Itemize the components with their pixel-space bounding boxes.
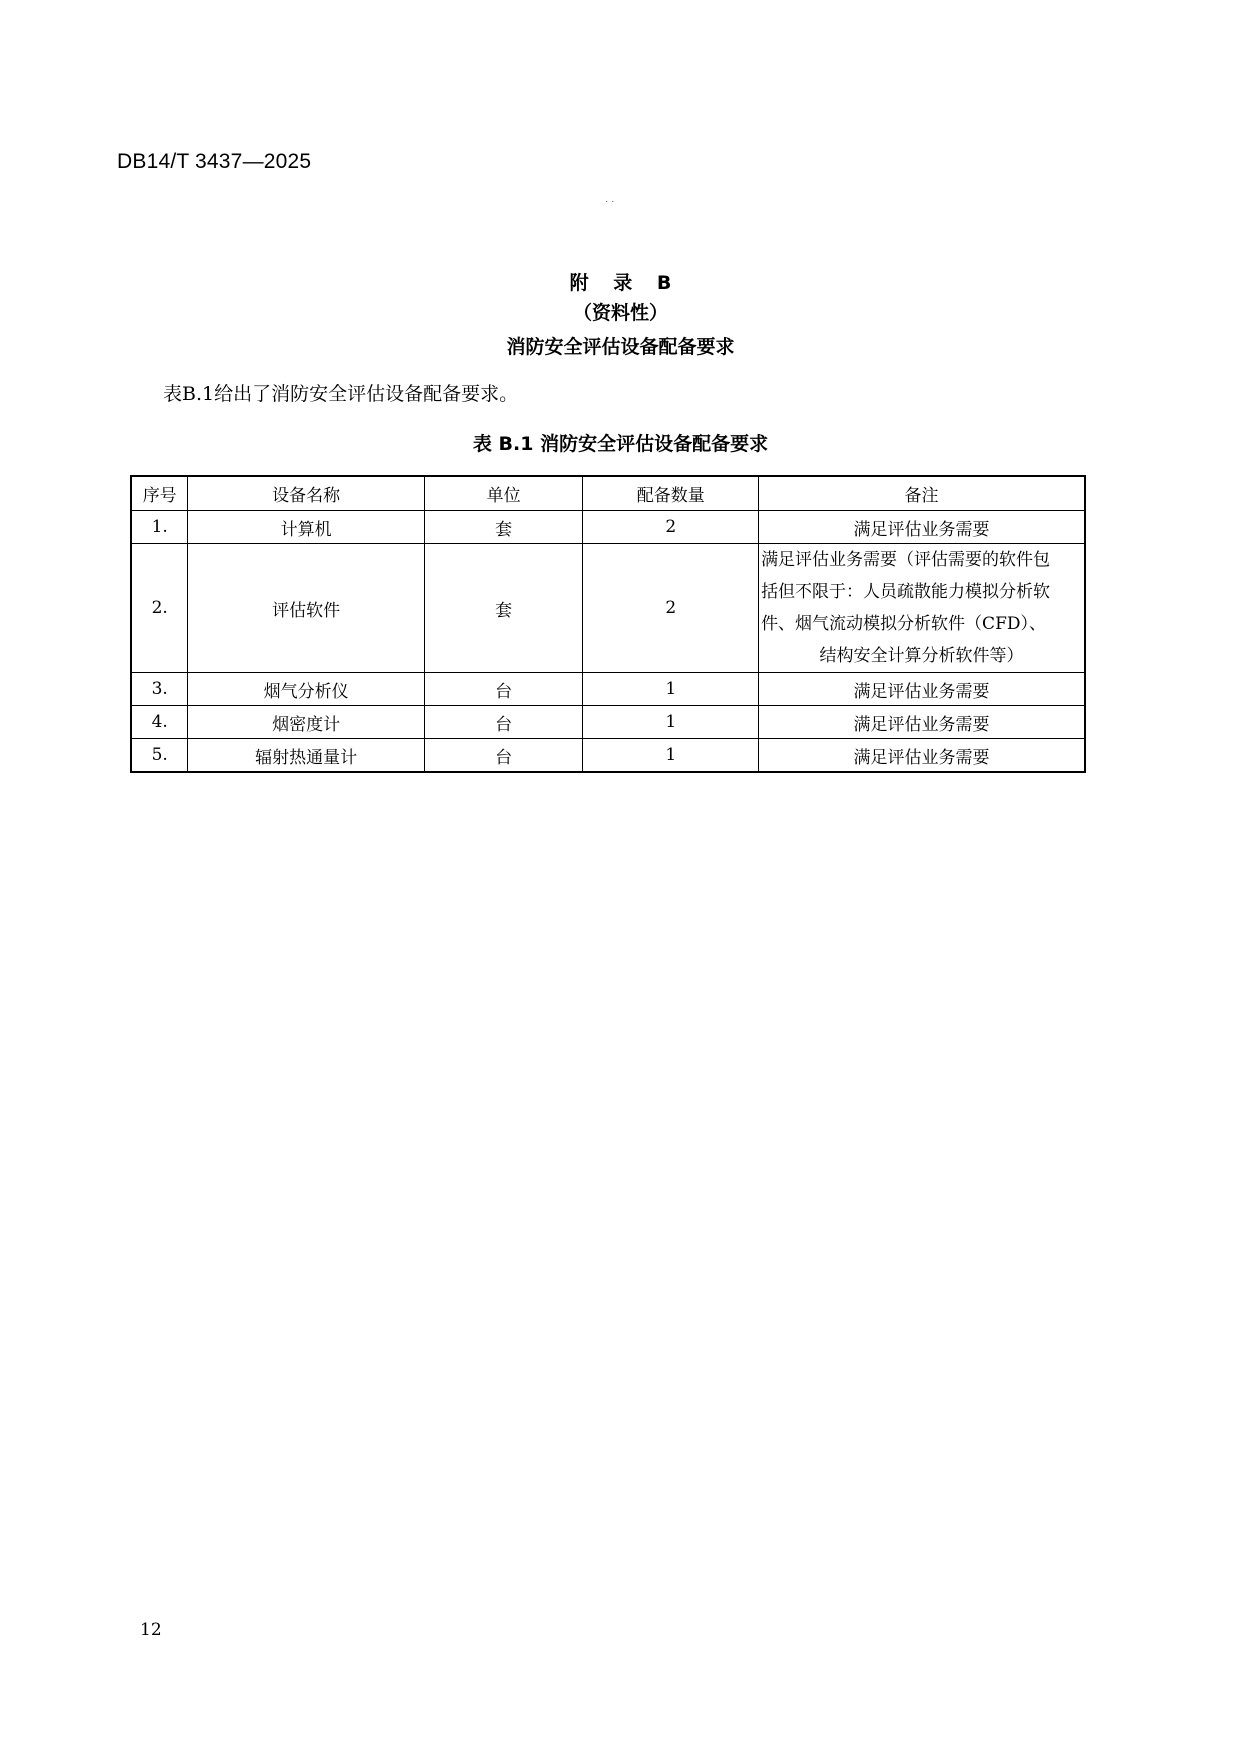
table-row (131, 706, 1085, 739)
note-line: 满足评估业务需要（评估需要的软件包 (761, 550, 1051, 570)
appendix-nature: （资料性） (572, 302, 668, 324)
cell-unit: 台 (424, 706, 583, 739)
cell-no: 3. (131, 673, 188, 706)
header-unit: 单位 (424, 476, 583, 511)
cell-no: 1. (131, 511, 188, 544)
appendix-name: 消防安全评估设备配备要求 (506, 336, 735, 358)
cell-note (759, 544, 1085, 673)
header-qty: 配备数量 (583, 476, 759, 511)
appendix-title: 附 录 B (569, 272, 672, 294)
note-line: 件、烟气流动模拟分析软件（CFD）、 (761, 614, 1046, 634)
cell-qty: 1 (583, 673, 759, 706)
table-row (131, 673, 1085, 706)
note-line: 括但不限于：人员疏散能力模拟分析软 (761, 582, 1051, 602)
cell-no: 5. (131, 739, 188, 773)
header-name: 设备名称 (188, 476, 424, 511)
header-no: 序号 (131, 476, 188, 511)
header-marks: · · (605, 196, 615, 207)
cell-unit: 台 (424, 673, 583, 706)
equipment-table (130, 475, 1086, 773)
cell-qty: 2 (583, 511, 759, 544)
cell-no: 2. (131, 544, 188, 673)
document-code: DB14/T 3437—2025 (117, 150, 312, 173)
cell-qty: 1 (583, 706, 759, 739)
cell-note: 满足评估业务需要 (759, 706, 1085, 739)
table-header-row (131, 476, 1085, 511)
page-number: 12 (140, 1620, 162, 1640)
cell-name: 计算机 (188, 511, 424, 544)
cell-note: 满足评估业务需要 (759, 673, 1085, 706)
cell-no: 4. (131, 706, 188, 739)
cell-unit: 套 (424, 544, 583, 673)
table-row (131, 739, 1085, 773)
cell-unit: 套 (424, 511, 583, 544)
cell-name: 烟气分析仪 (188, 673, 424, 706)
intro-paragraph: 表B.1给出了消防安全评估设备配备要求。 (163, 383, 519, 405)
table-caption: 表 B.1 消防安全评估设备配备要求 (472, 433, 769, 455)
cell-note: 满足评估业务需要 (759, 739, 1085, 773)
cell-qty: 2 (583, 544, 759, 673)
cell-qty: 1 (583, 739, 759, 773)
header-note: 备注 (759, 476, 1085, 511)
cell-name: 烟密度计 (188, 706, 424, 739)
table-row (131, 544, 1085, 673)
note-line: 结构安全计算分析软件等） (819, 646, 1024, 666)
cell-name: 评估软件 (188, 544, 424, 673)
cell-name: 辐射热通量计 (188, 739, 424, 773)
cell-unit: 台 (424, 739, 583, 773)
table-row (131, 511, 1085, 544)
cell-note: 满足评估业务需要 (759, 511, 1085, 544)
